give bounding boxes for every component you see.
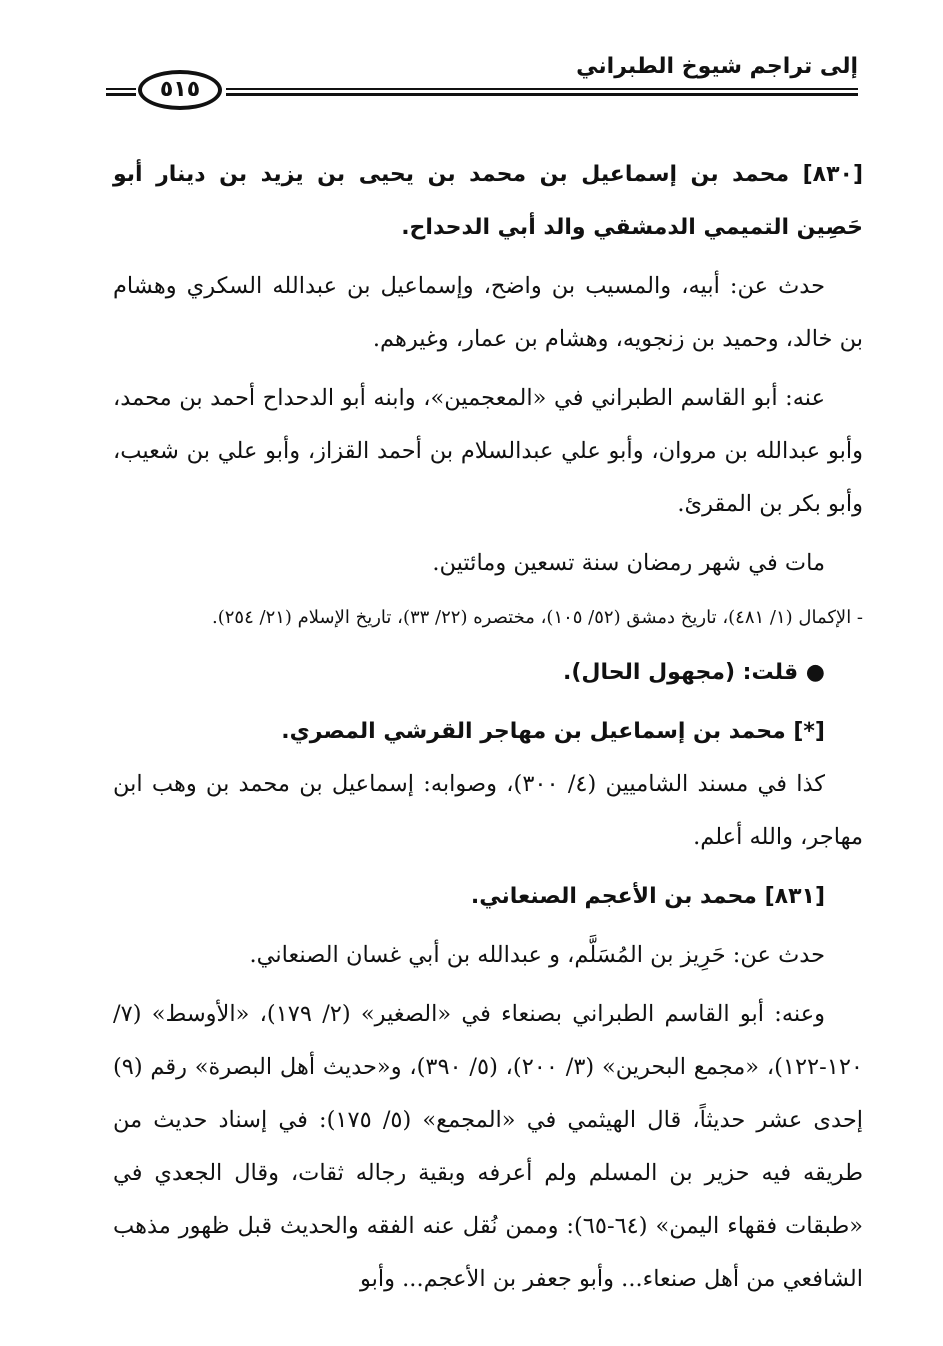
header-rule-left	[106, 93, 136, 96]
entry-paragraph: وعنه: أبو القاسم الطبراني بصنعاء في «الصغير» (٢/ ١٧٩)، «الأوسط» (٧/ ١٢٠-١٢٢)، «مجمع البحرين» (٣/ ٢٠٠)، (٥/ ٣٩٠)، و«حديث أهل البصرة» رقم (٩) إحدى عشر حديثاً، قال الهيثمي في «المجمع» (٥/ ١٧٥): في إسناد حديث من طريقه فيه حزير بن المسلم ولم أعرفه وبقية رجاله ثقات، وقال الجعدي في «طبقات فقهاء اليمن» (٦٤-٦٥): وممن نُقل عنه الفقه والحديث قبل ظهور مذهب الشافعي من أهل صنعاء... وأبو جعفر بن الأعجم... وأبو	[113, 1001, 864, 1292]
entry-paragraph: حدث عن: حَرِيز بن المُسَلَّم، و عبدالله بن أبي غسان الصنعاني.	[249, 942, 825, 968]
entry-heading: [٨٣١] محمد بن الأعجم الصنعاني.	[470, 884, 825, 909]
entry-paragraph: عنه: أبو القاسم الطبراني في «المعجمين»، وابنه أبو الدحداح أحمد بن محمد، وأبو عبدالله بن مروان، وأبو علي عبدالسلام بن أحمد القزاز، وأبو علي بن شعيب، وأبو بكر بن المقرئ.	[113, 385, 863, 517]
entry-paragraph: حدث عن: أبيه، والمسيب بن واضح، وإسماعيل بن عبدالله السكري وهشام بن خالد، وحميد بن زنجويه، وهشام بن عمار، وغيرهم.	[113, 273, 863, 352]
page-header	[98, 48, 858, 118]
verdict: ● قلت: (مجهول الحال).	[562, 660, 825, 685]
running-title: إلى تراجم شيوخ الطبراني	[576, 54, 858, 79]
entry-heading: [*] محمد بن إسماعيل بن مهاجر القرشي المصري.	[281, 719, 825, 744]
page-body	[113, 148, 863, 1306]
entry-heading: [٨٣٠] محمد بن إسماعيل بن محمد بن يحيى بن يزيد بن دينار أبو حَصِين التميمي الدمشقي والد أبي الدحداح.	[113, 162, 863, 240]
page-number: ٥١٥	[138, 70, 222, 110]
entry-paragraph: مات في شهر رمضان سنة تسعين ومائتين.	[432, 550, 825, 576]
header-rule-left	[106, 88, 136, 90]
header-rule	[226, 88, 858, 90]
source-note: - الإكمال (١/ ٤٨١)، تاريخ دمشق (٥٢/ ١٠٥)، مختصره (٢٢/ ٣٣)، تاريخ الإسلام (٢١/ ٢٥٤).	[212, 607, 863, 628]
entry-paragraph: كذا في مسند الشاميين (٤/ ٣٠٠)، وصوابه: إسماعيل بن محمد بن وهب ابن مهاجر، والله أعلم.	[113, 771, 863, 850]
header-rule	[226, 93, 858, 96]
